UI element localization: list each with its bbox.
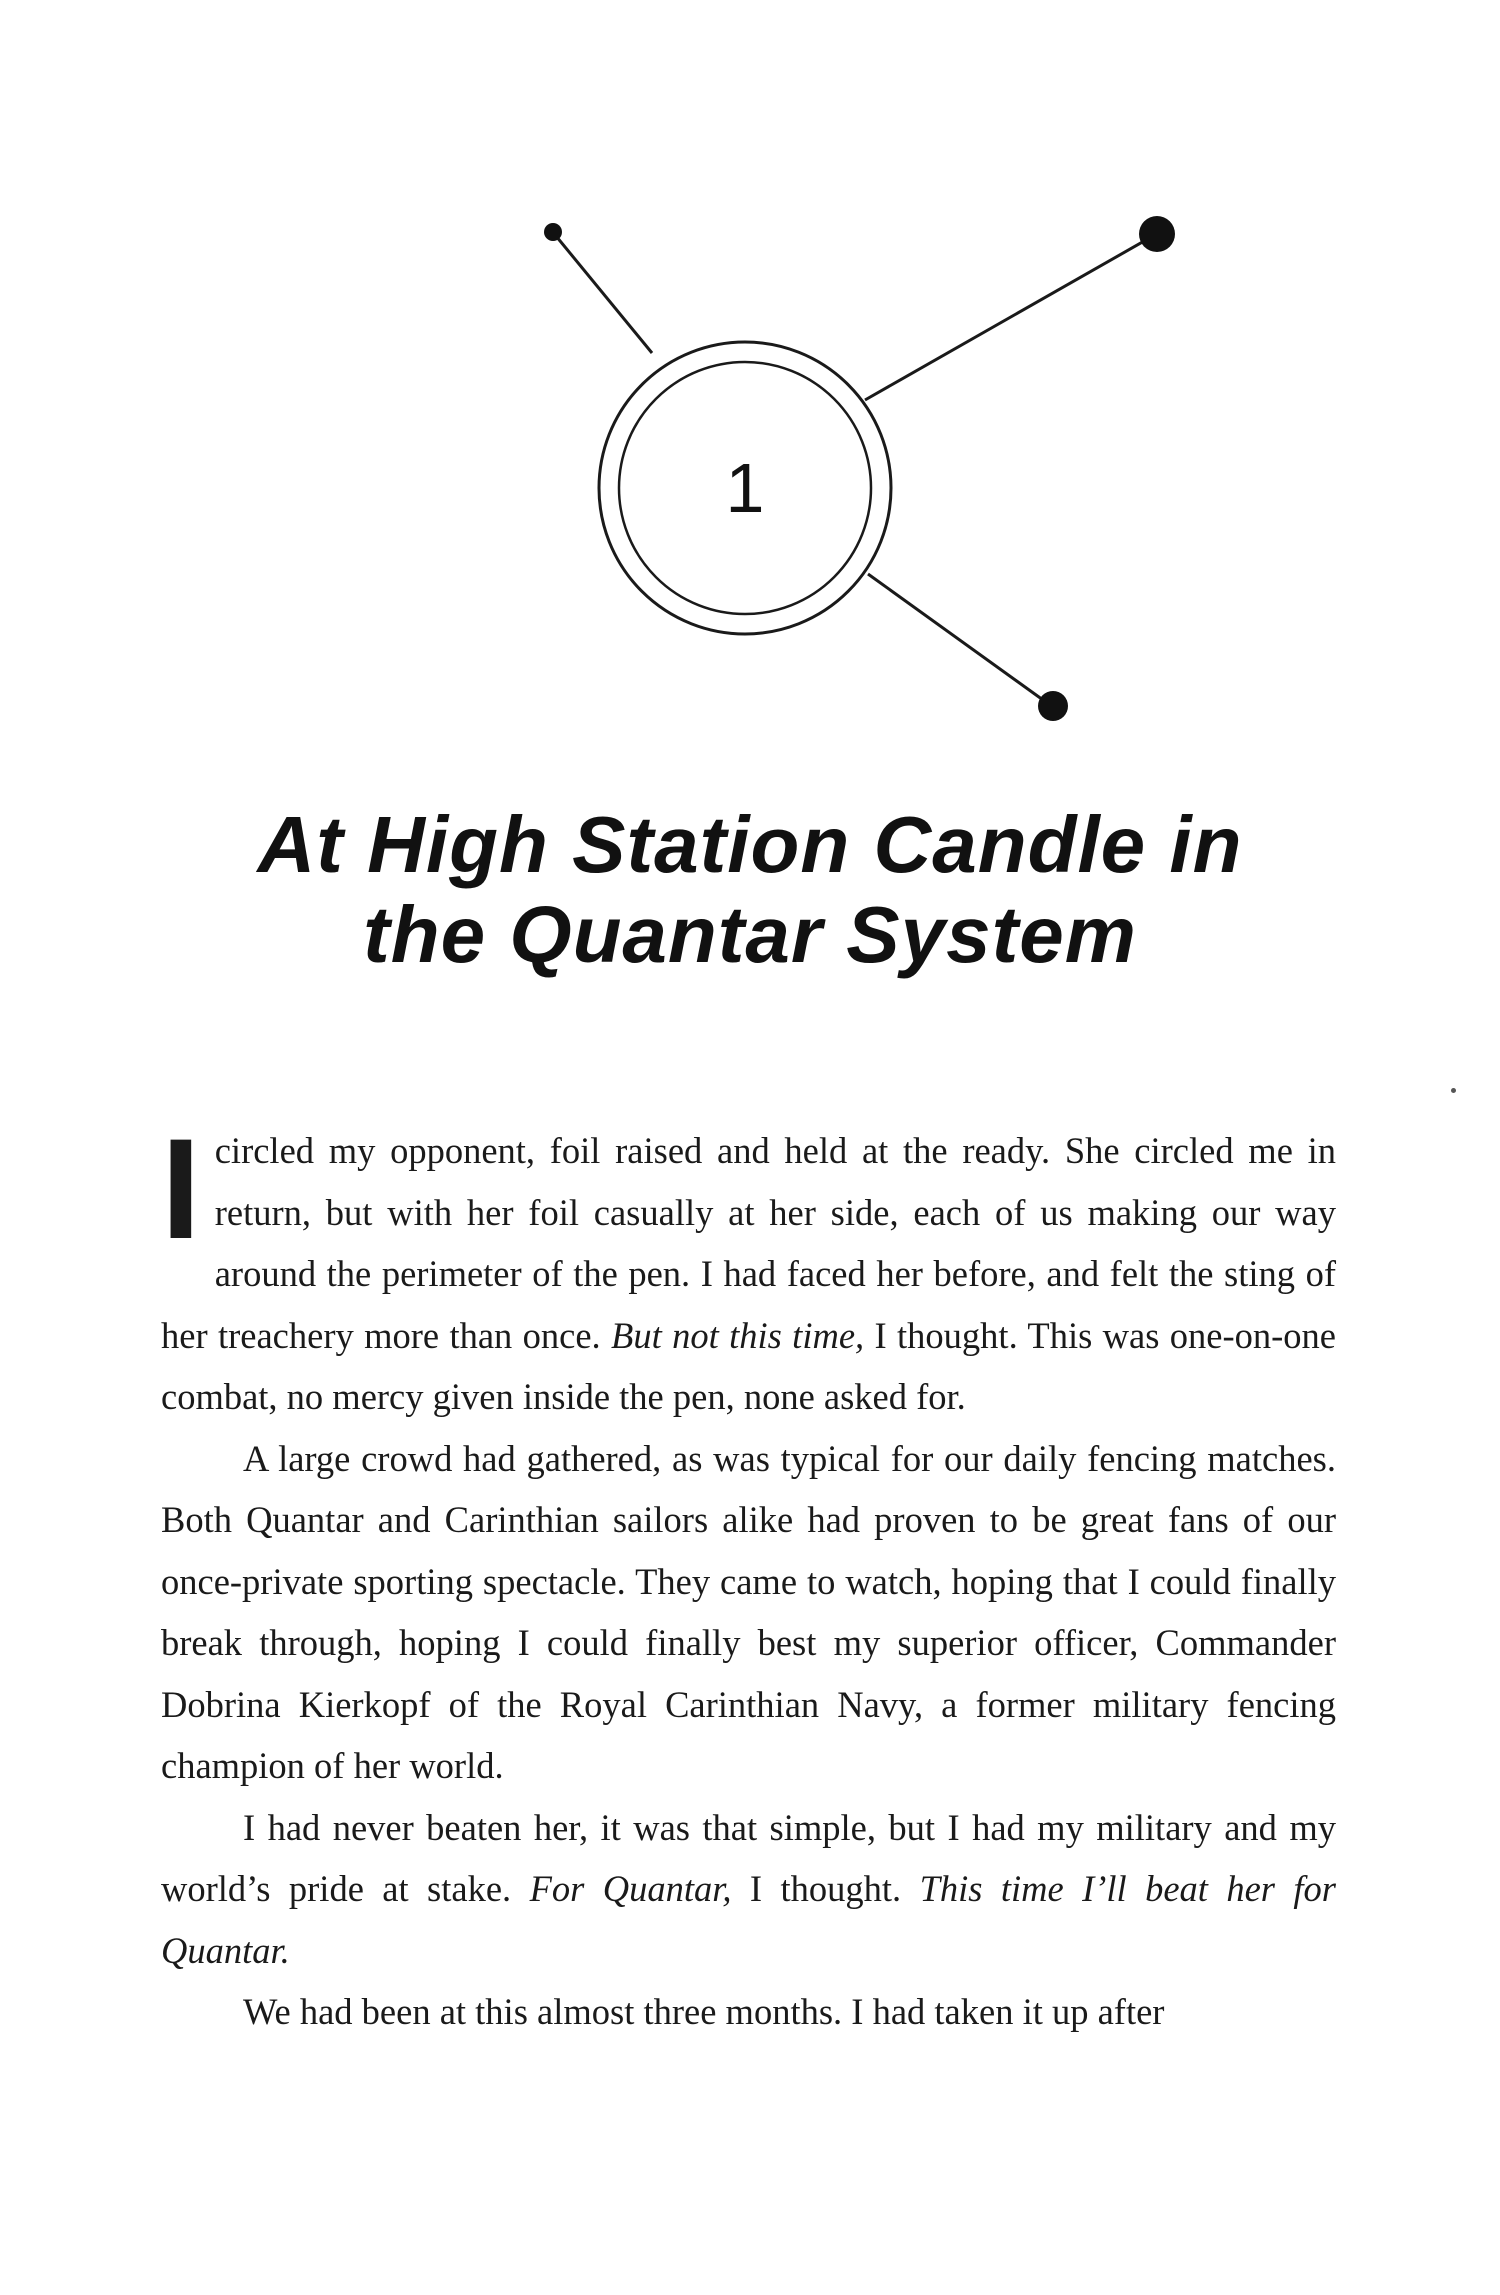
paragraph-2: A large crowd had gathered, as was typical for our daily fencing matches. Both Quantar and Carinthian sailors alike had proven to be great fans of our once-private sporting spectacle. They came to watch, hoping that I could finally break through, hoping I could finally best my superior officer, Commander Dobrina Kierkopf of the Royal Carinthian Navy, a former military fencing champion of her world. bbox=[161, 1437, 1336, 1786]
paragraph-1-text-b: I thought. This was one-on-one combat, no mercy given inside the pen, none asked for. bbox=[161, 1314, 1336, 1417]
chapter-title bbox=[150, 800, 1350, 980]
emblem-dot-upper-left bbox=[544, 223, 562, 241]
paragraph-1 bbox=[161, 1110, 1336, 1428]
margin-speck bbox=[1451, 1088, 1456, 1093]
paragraph-3-text-a: I had never beaten her, it was that simple, but I had my military and my world’s pride at stake. bbox=[161, 1806, 1336, 1909]
emblem-dot-upper-right bbox=[1139, 216, 1175, 252]
chapter-emblem bbox=[0, 0, 1500, 760]
chapter-number: 1 bbox=[725, 449, 765, 527]
chapter-body bbox=[161, 1110, 1337, 2043]
emblem-dot-lower-right bbox=[1038, 691, 1068, 721]
emblem-line-upper-left bbox=[556, 236, 652, 353]
paragraph-4: We had been at this almost three months. I had taken it up after bbox=[243, 1991, 1165, 2032]
drop-cap: I bbox=[161, 1110, 201, 1269]
paragraph-3 bbox=[161, 1797, 1336, 1982]
emblem-line-upper-right bbox=[865, 236, 1153, 400]
chapter-title-line-2: the Quantar System bbox=[363, 890, 1137, 979]
paragraph-1-text-a: circled my opponent, foil raised and held at the ready. She circled me in return, but with her foil casually at her side, each of us making our way around the perimeter of the pen. I had faced her before, and felt the sting of her treachery more than once. bbox=[161, 1130, 1336, 1356]
paragraph-3-italic-b: This time I’ll beat her for Quantar. bbox=[161, 1868, 1337, 1971]
chapter-title-line-1: At High Station Candle in bbox=[257, 800, 1243, 889]
emblem-line-lower-right bbox=[868, 574, 1050, 705]
paragraph-1-italic-a: But not this time, bbox=[611, 1314, 865, 1356]
paragraph-3-text-b: I thought. bbox=[731, 1868, 920, 1909]
paragraph-3-italic-a: For Quantar, bbox=[529, 1868, 732, 1909]
